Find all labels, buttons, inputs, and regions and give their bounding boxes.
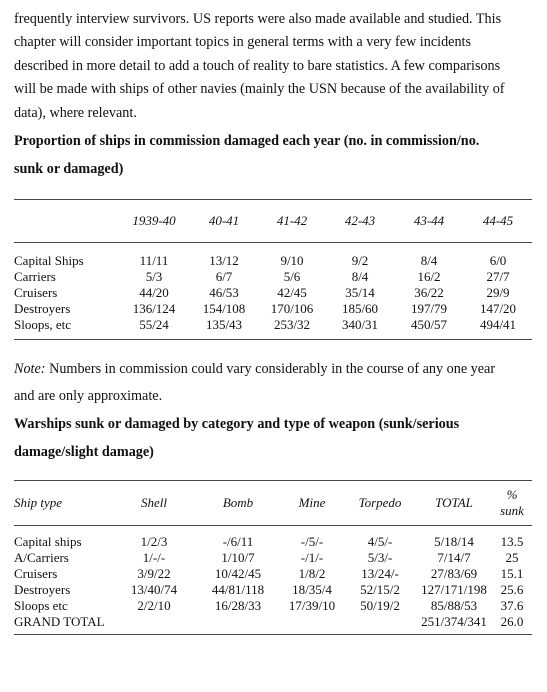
intro-line: frequently interview survivors. US reports were also made available and studied. This	[14, 11, 502, 27]
table-ships-in-commission	[14, 199, 532, 340]
table-cell: 11/11	[139, 253, 169, 269]
table-cell: 135/43	[205, 317, 243, 333]
table-cell: 8/4	[351, 269, 369, 285]
table-row	[14, 301, 532, 317]
table-cell: 55/24	[139, 317, 169, 333]
table-cell	[344, 614, 416, 635]
header-cell: 41-42	[276, 213, 308, 229]
table-header-row	[14, 200, 532, 243]
intro-paragraph	[14, 8, 532, 125]
table-cell: 15.1	[500, 566, 524, 582]
table-row	[14, 582, 532, 598]
header-cell: Mine	[298, 495, 326, 511]
table-cell: 50/19/2	[360, 598, 400, 614]
table-row	[14, 550, 532, 566]
table-cell: 25.6	[500, 582, 524, 598]
document-page	[14, 8, 532, 635]
table-cell: 5/6	[283, 269, 301, 285]
table-cell: 170/106	[270, 301, 314, 317]
table-cell: 18/35/4	[292, 582, 332, 598]
row-label: A/Carriers	[14, 550, 69, 566]
row-label: Destroyers	[14, 301, 71, 317]
table-row	[14, 253, 532, 269]
header-cell: TOTAL	[435, 495, 473, 511]
header-cell	[14, 200, 118, 243]
note-label: Note:	[14, 361, 46, 378]
heading-line: sunk or damaged)	[14, 161, 124, 178]
table-cell: 13.5	[500, 534, 524, 550]
table-cell: -/5/-	[300, 534, 324, 550]
intro-line: chapter will consider important topics in general terms with a very few incidents	[14, 34, 472, 51]
intro-line: described in more detail to add a touch of reality to bare statistics. A few comparisons	[14, 57, 501, 74]
row-label: Capital ships	[14, 534, 82, 550]
table-cell: 6/7	[215, 269, 233, 285]
header-percent-sign: %	[506, 487, 518, 503]
table-cell: 5/3	[145, 269, 163, 285]
table-cell: 127/171/198	[421, 582, 487, 598]
table-cell: 42/45	[277, 285, 307, 301]
table-cell: 16/28/33	[214, 598, 262, 614]
table-row	[14, 285, 532, 301]
table-cell: 13/40/74	[130, 582, 178, 598]
row-label: Cruisers	[14, 285, 58, 301]
table-cell: 6/0	[489, 253, 507, 269]
table-cell: 35/14	[345, 285, 375, 301]
table-cell: 1/10/7	[221, 550, 255, 566]
header-cell: Ship type	[14, 495, 63, 511]
header-cell: 1939-40	[132, 213, 176, 229]
table-cell: 17/39/10	[288, 598, 336, 614]
table-cell: 450/57	[410, 317, 448, 333]
table-cell: 2/2/10	[137, 598, 171, 614]
table-row	[14, 566, 532, 582]
table-row	[14, 317, 532, 340]
table-cell: 1/8/2	[298, 566, 326, 582]
table-cell: 197/79	[410, 301, 448, 317]
note-line	[14, 356, 532, 383]
table-cell: 29/9	[486, 285, 510, 301]
header-cell: 40-41	[208, 213, 240, 229]
header-cell: Bomb	[222, 495, 254, 511]
header-cell-percent	[492, 481, 532, 526]
heading-line: Proportion of ships in commission damaged each year (no. in commission/no.	[14, 133, 480, 150]
table2-heading	[14, 410, 532, 466]
table-cell: 52/15/2	[360, 582, 400, 598]
header-cell: 43-44	[413, 213, 445, 229]
grand-total-label: GRAND TOTAL	[14, 614, 105, 630]
row-label: Cruisers	[14, 566, 58, 582]
table-cell: 37.6	[500, 598, 524, 614]
table-cell: 3/9/22	[137, 566, 171, 582]
table-cell: 7/14/7	[437, 550, 471, 566]
table-cell: -/1/-	[300, 550, 324, 566]
table-cell: 44/20	[139, 285, 169, 301]
table-cell: 136/124	[132, 301, 176, 317]
table-cell: 36/22	[414, 285, 444, 301]
table-cell: 5/3/-	[367, 550, 393, 566]
table-warships-sunk-damaged	[14, 480, 532, 635]
table-cell: 9/2	[351, 253, 369, 269]
table-cell: 10/42/45	[214, 566, 262, 582]
row-label: Capital Ships	[14, 253, 84, 269]
table-cell: 16/2	[417, 269, 441, 285]
table-cell: 8/4	[420, 253, 438, 269]
table-cell: 13/24/-	[361, 566, 399, 582]
table-cell: 13/12	[209, 253, 239, 269]
row-label: Sloops, etc	[14, 317, 72, 333]
heading-line: Warships sunk or damaged by category and type of weapon (sunk/serious	[14, 416, 460, 433]
heading-line: damage/slight damage)	[14, 444, 154, 461]
row-label: Sloops etc	[14, 598, 68, 614]
grand-total-row	[14, 614, 532, 635]
header-cell: 44-45	[482, 213, 514, 229]
table-cell: 340/31	[341, 317, 379, 333]
table-cell: 27/83/69	[430, 566, 478, 582]
table-cell: 1/2/3	[140, 534, 168, 550]
table-cell: 5/18/14	[434, 534, 474, 550]
header-sunk: sunk	[500, 503, 524, 519]
table-cell: 44/81/118	[211, 582, 265, 598]
table-row	[14, 598, 532, 614]
table-cell: 46/53	[209, 285, 239, 301]
grand-total-pct: 26.0	[500, 614, 524, 630]
table1-heading	[14, 127, 532, 183]
intro-line: data), where relevant.	[14, 104, 137, 121]
table-cell: 494/41	[479, 317, 517, 333]
grand-total-value: 251/374/341	[421, 614, 487, 630]
note-line: and are only approximate.	[14, 388, 163, 405]
header-cell: Shell	[141, 495, 167, 511]
table-header-row	[14, 481, 532, 526]
table-cell: 27/7	[486, 269, 510, 285]
table-cell: 25	[505, 550, 519, 566]
table-cell: 185/60	[341, 301, 379, 317]
table-cell: 1/-/-	[142, 550, 166, 566]
table-cell: -/6/11	[222, 534, 254, 550]
table-row	[14, 269, 532, 285]
header-cell: Torpedo	[358, 495, 402, 511]
row-label: Carriers	[14, 269, 56, 285]
header-cell: 42-43	[344, 213, 376, 229]
table-cell: 85/88/53	[430, 598, 478, 614]
intro-line: will be made with ships of other navies (mainly the USN because of the availability of	[14, 81, 505, 98]
row-label: Destroyers	[14, 582, 71, 598]
table-cell: 253/32	[273, 317, 311, 333]
note-paragraph	[14, 356, 532, 410]
table-cell: 147/20	[479, 301, 517, 317]
table-cell: 9/10	[280, 253, 304, 269]
table-cell: 4/5/-	[367, 534, 393, 550]
table-cell: 154/108	[202, 301, 246, 317]
table-row	[14, 534, 532, 550]
note-text: Numbers in commission could vary considerably in the course of any one year	[45, 361, 496, 378]
